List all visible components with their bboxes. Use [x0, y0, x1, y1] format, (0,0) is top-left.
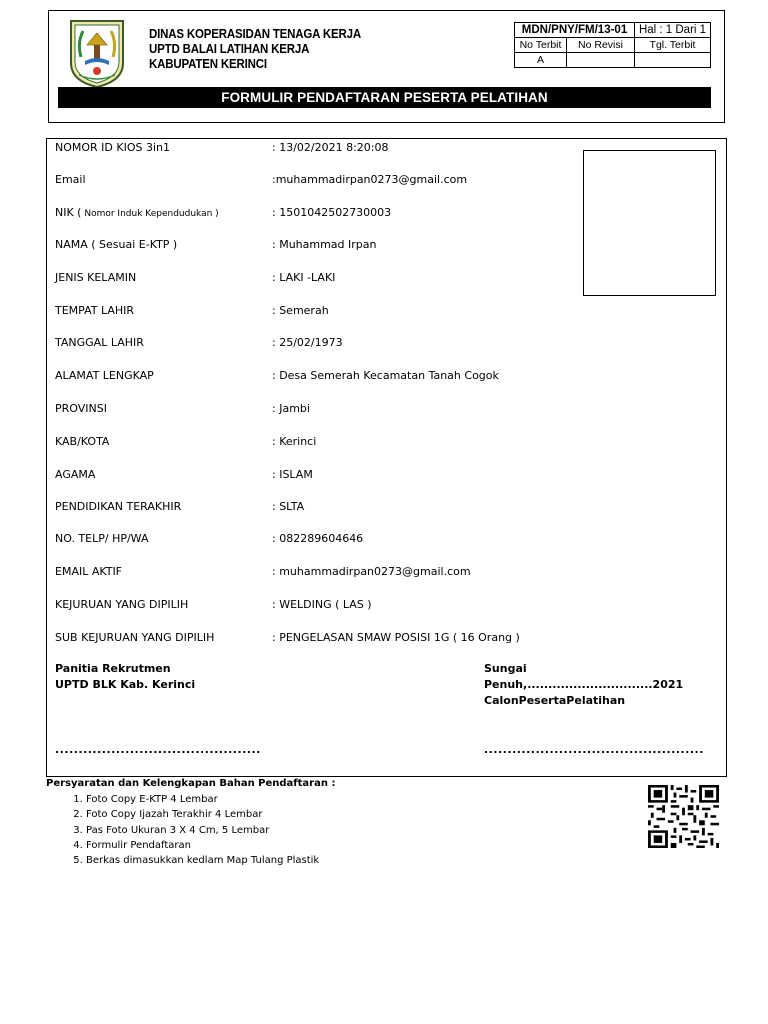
field-value: : 1501042502730003: [272, 206, 392, 219]
org-line-2: UPTD BALAI LATIHAN KERJA: [149, 42, 310, 56]
field-label: TANGGAL LAHIR: [55, 336, 144, 349]
field-value: : Desa Semerah Kecamatan Tanah Cogok: [272, 369, 499, 382]
field-label: Email: [55, 173, 86, 186]
col-no-revisi: No Revisi: [567, 38, 635, 53]
form-row-nik: [55, 204, 715, 222]
field-label: PROVINSI: [55, 402, 107, 415]
requirement-item: 2. Foto Copy Ijazah Terakhir 4 Lembar: [86, 807, 335, 822]
field-value: : Semerah: [272, 304, 329, 317]
field-label: AGAMA: [55, 468, 96, 481]
requirements-list: [86, 792, 335, 868]
sign-right-line-2: CalonPesertaPelatihan: [484, 694, 626, 707]
field-label: PENDIDIKAN TERAKHIR: [55, 500, 182, 513]
form-row-pendidikan: [55, 498, 715, 516]
doc-code: MDN/PNY/FM/13-01: [515, 23, 635, 38]
org-line-3: KABUPATEN KERINCI: [149, 57, 267, 71]
org-line-1: DINAS KOPERASIDAN TENAGA KERJA: [149, 27, 361, 41]
document-header: [48, 10, 725, 123]
field-value: : SLTA: [272, 500, 305, 513]
val-no-terbit: A: [515, 53, 567, 68]
field-value: : Kerinci: [272, 435, 317, 448]
form-row-id-kios: [55, 139, 715, 157]
field-value: : Muhammad Irpan: [272, 238, 377, 251]
field-label: KEJURUAN YANG DIPILIH: [55, 598, 189, 611]
form-title: FORMULIR PENDAFTARAN PESERTA PELATIHAN: [58, 87, 711, 108]
page-label: Hal : 1 Dari 1: [635, 23, 711, 38]
field-value: : WELDING ( LAS ): [272, 598, 372, 611]
field-label: KAB/KOTA: [55, 435, 110, 448]
field-value: : Jambi: [272, 402, 310, 415]
val-tgl-terbit: [635, 53, 711, 68]
field-value: : 13/02/2021 8:20:08: [272, 141, 389, 154]
kerinci-regency-emblem-icon: [67, 17, 127, 89]
field-label: JENIS KELAMIN: [55, 271, 137, 284]
val-no-revisi: [567, 53, 635, 68]
requirement-item: 3. Pas Foto Ukuran 3 X 4 Cm, 5 Lembar: [86, 823, 335, 838]
qr-code-icon: [648, 785, 719, 848]
field-value: :muhammadirpan0273@gmail.com: [272, 173, 468, 186]
field-label: NAMA ( Sesuai E-KTP ): [55, 238, 178, 251]
requirement-item: 1. Foto Copy E-KTP 4 Lembar: [86, 792, 335, 807]
requirements-section: [46, 776, 335, 868]
field-value: : ISLAM: [272, 468, 313, 481]
form-row-kab-kota: [55, 433, 715, 451]
field-value: : 082289604646: [272, 532, 364, 545]
form-row-agama: [55, 466, 715, 484]
col-no-terbit: No Terbit: [515, 38, 567, 53]
field-label: NOMOR ID KIOS 3in1: [55, 141, 171, 154]
signature-left: [55, 661, 195, 693]
form-row-jenis-kelamin: [55, 269, 715, 287]
field-label: ALAMAT LENGKAP: [55, 369, 154, 382]
field-value: : PENGELASAN SMAW POSISI 1G ( 16 Orang ): [272, 631, 520, 644]
form-row-nama: [55, 236, 715, 254]
form-row-telp: [55, 530, 715, 548]
field-value: : LAKI -LAKI: [272, 271, 336, 284]
form-row-sub-kejuruan: [55, 629, 715, 647]
signature-line-right: ...............................................: [484, 743, 704, 756]
form-row-kejuruan: [55, 596, 715, 614]
sign-right-line-1: Sungai Penuh,..............................2021: [484, 662, 684, 691]
field-label: SUB KEJURUAN YANG DIPILIH: [55, 631, 215, 644]
requirements-title: Persyaratan dan Kelengkapan Bahan Pendaftaran :: [46, 778, 336, 789]
field-label: NO. TELP/ HP/WA: [55, 532, 149, 545]
field-value: : muhammadirpan0273@gmail.com: [272, 565, 471, 578]
form-row-tempat-lahir: [55, 302, 715, 320]
form-row-email: [55, 171, 715, 189]
document-control-table: [514, 22, 711, 68]
field-value: : 25/02/1973: [272, 336, 343, 349]
field-label: NIK ( Nomor Induk Kependudukan ): [55, 206, 219, 219]
signature-right: [484, 661, 726, 709]
requirement-item: 5. Berkas dimasukkan kedlam Map Tulang Plastik: [86, 853, 335, 868]
registration-form: [46, 138, 727, 777]
signature-line-left: ............................................: [55, 743, 261, 756]
form-row-tanggal-lahir: [55, 334, 715, 352]
field-label: EMAIL AKTIF: [55, 565, 123, 578]
sign-left-line-1: Panitia Rekrutmen: [55, 662, 171, 675]
field-label: TEMPAT LAHIR: [55, 304, 135, 317]
requirement-item: 4. Formulir Pendaftaran: [86, 838, 335, 853]
form-row-alamat: [55, 367, 715, 385]
organization-name: [149, 27, 361, 72]
col-tgl-terbit: Tgl. Terbit: [635, 38, 711, 53]
form-row-provinsi: [55, 400, 715, 418]
form-row-email-aktif: [55, 563, 715, 581]
sign-left-line-2: UPTD BLK Kab. Kerinci: [55, 678, 196, 691]
